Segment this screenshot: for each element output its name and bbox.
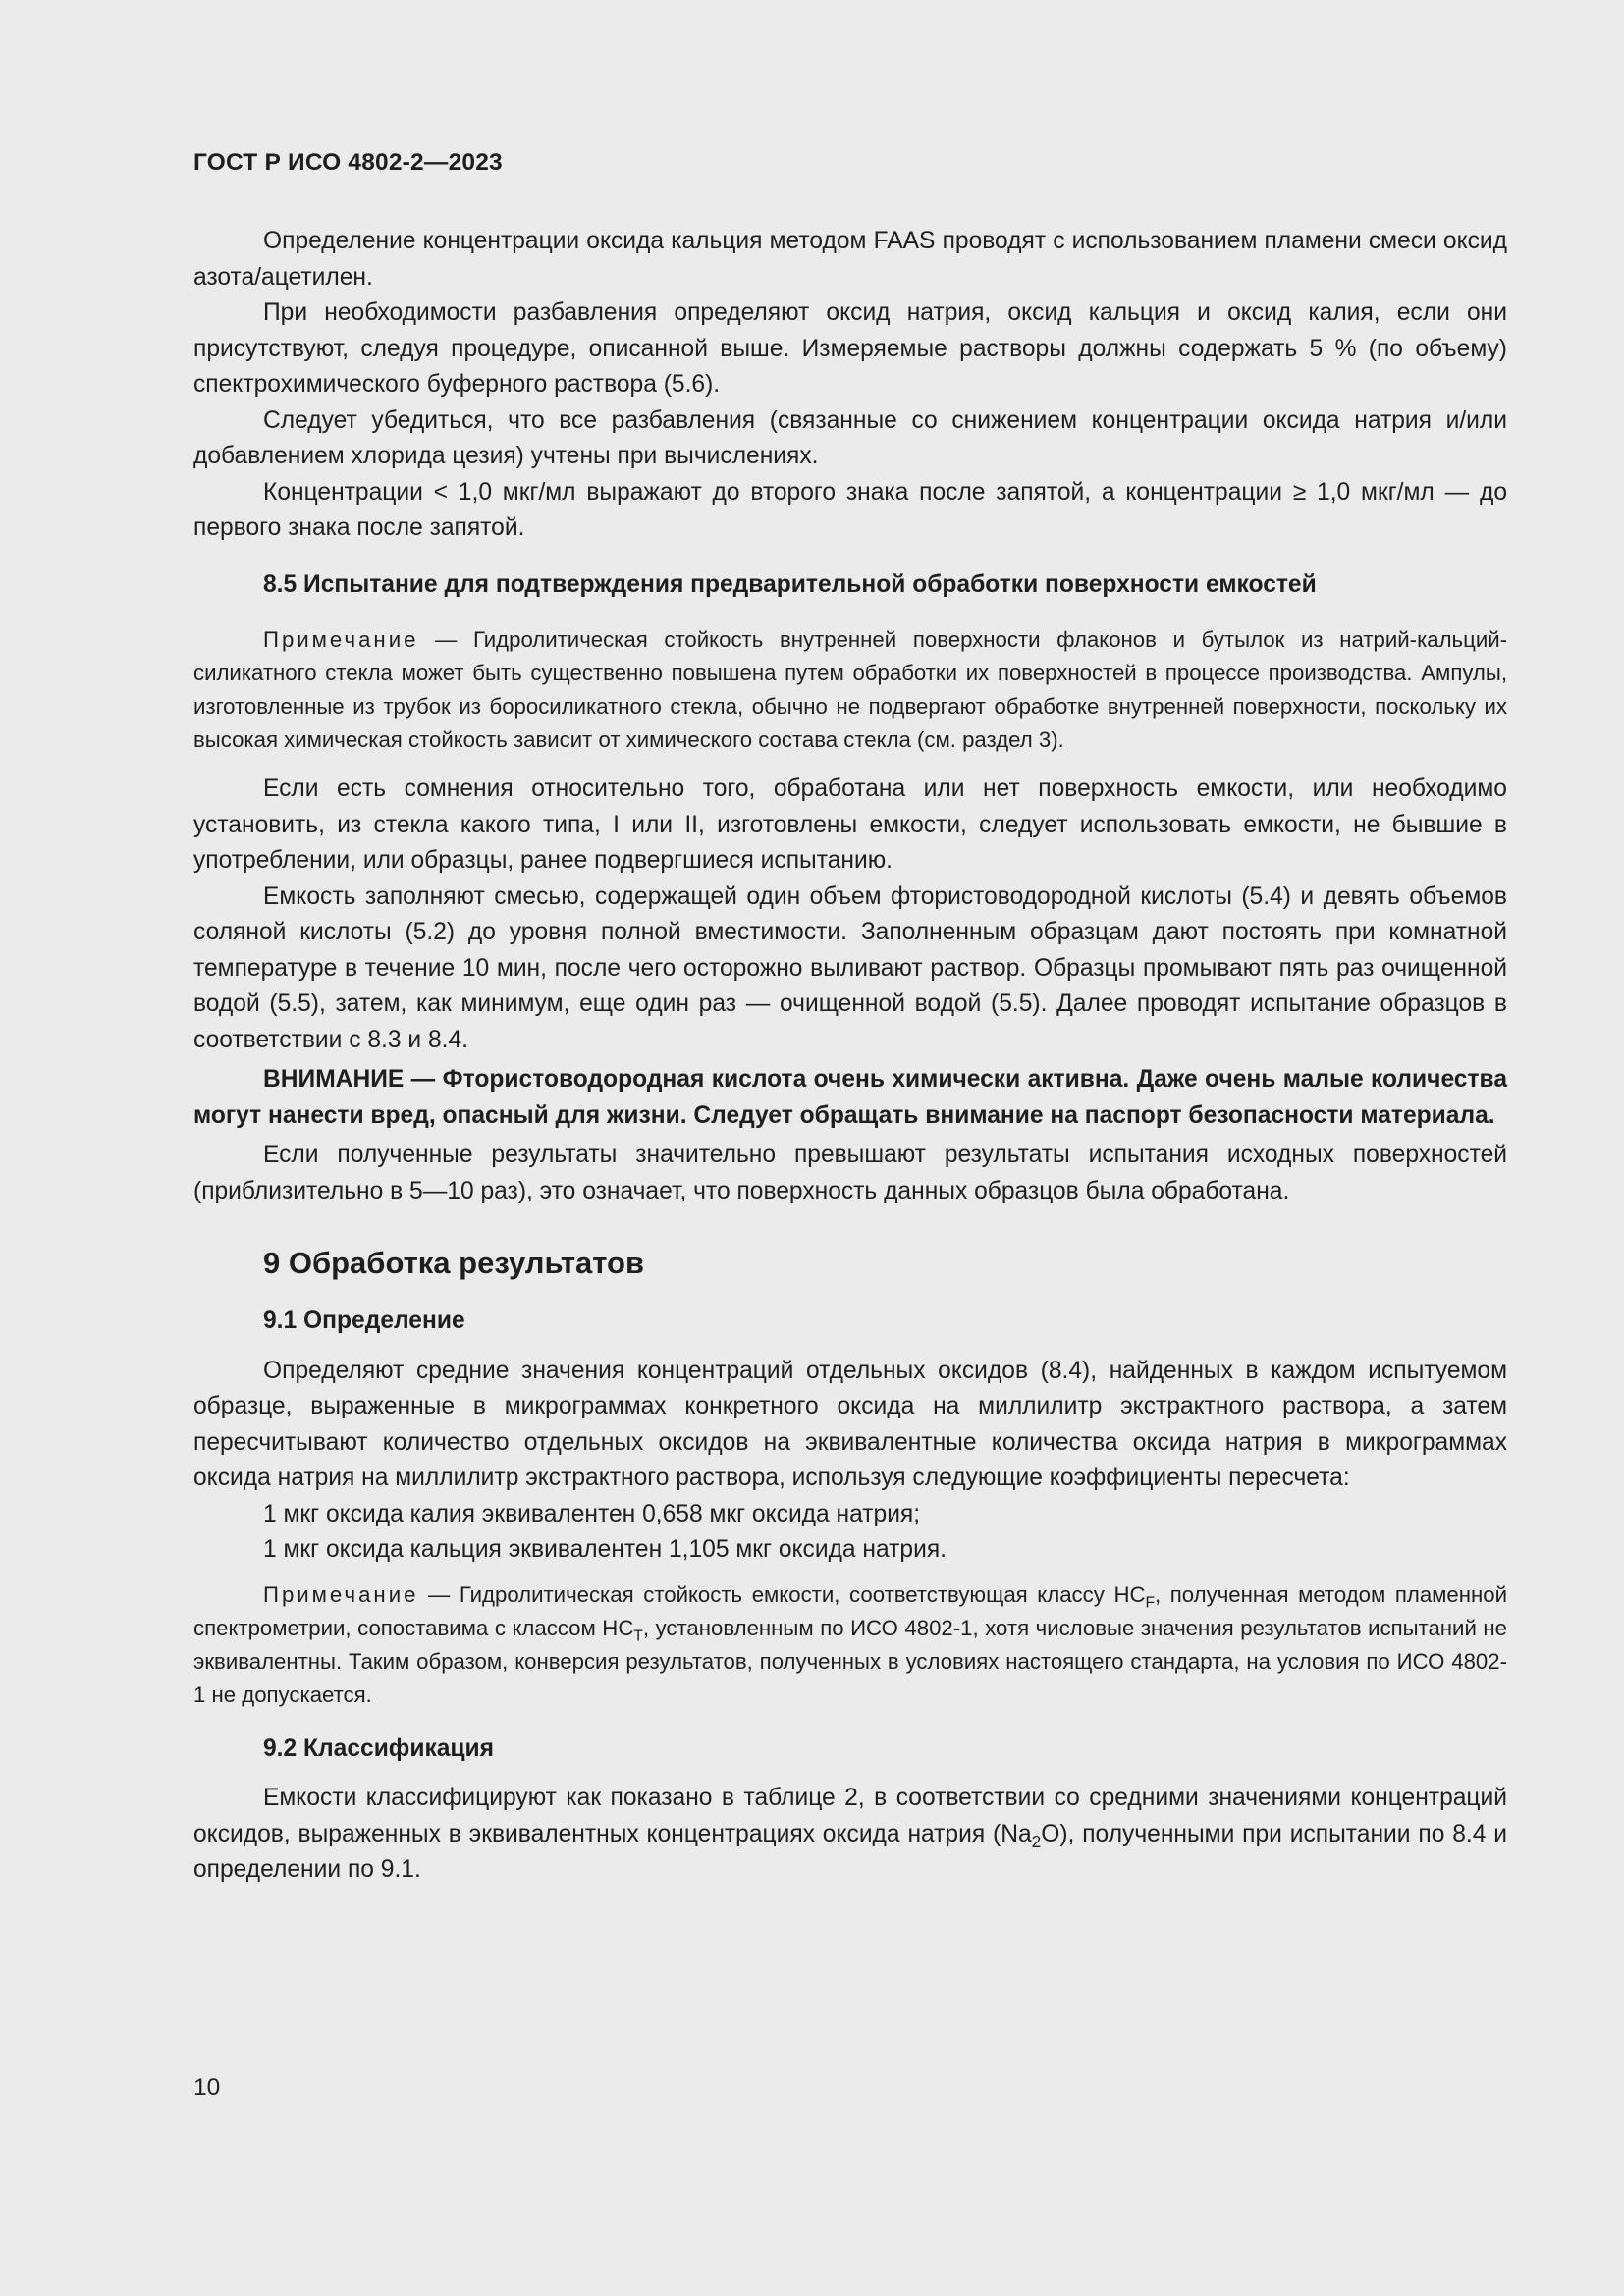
classification-text-a: Емкости классифицируют как показано в таблице 2, в соответствии со средними значениями концентраций оксидов, выраженных в эквивалентных концентрациях оксида натрия (Na <box>193 1785 1507 1847</box>
note-subscript-f: F <box>1145 1593 1155 1611</box>
note-text-a: — Гидролитическая стойкость емкости, соответствующая классу HC <box>418 1581 1146 1607</box>
paragraph-classification <box>193 1781 1507 1889</box>
heading-9-1: 9.1 Определение <box>263 1308 465 1334</box>
note-subscript-t: T <box>633 1627 643 1644</box>
heading-9-2: 9.2 Классификация <box>263 1735 495 1762</box>
paragraph-doubts: Если есть сомнения относительно того, обработана или нет поверхность емкости, или необходимо установить, из стекла какого типа, I или II, изготовлены емкости, следует использовать емкости, не бывшие в употреблении, или образцы, ранее подвергшиеся испытанию. <box>193 775 1507 874</box>
paragraph-check-dilutions: Следует убедиться, что все разбавления (связанные со снижением концентрации оксида натрия и/или добавлением хлорида цезия) учтены при вычислениях. <box>193 406 1507 469</box>
paragraph-faas: Определение концентрации оксида кальция методом FAAS проводят с использованием пламени смеси оксид азота/ацетилен. <box>193 228 1507 291</box>
note-text-c: , установленным по ИСО 4802-1, хотя числовые значения результатов испытаний не эквивалентны. Таким образом, конверсия результатов, полученных в условиях настоящего стандарта, на условия по ИСО 4802-1 не допускается. <box>193 1615 1507 1707</box>
note-8-5 <box>193 623 1507 757</box>
note-text-b: , полученная методом пламенной спектрометрии, сопоставима с классом HC <box>193 1581 1507 1640</box>
note-9-1 <box>193 1578 1507 1712</box>
warning-hf: ВНИМАНИЕ — Фтористоводородная кислота очень химически активна. Даже очень малые количества могут нанести вред, опасный для жизни. Следует обращать внимание на паспорт безопасности материала. <box>193 1066 1507 1129</box>
classification-subscript: 2 <box>1031 1831 1042 1851</box>
note-label: Примечание <box>263 1581 419 1607</box>
heading-9: 9 Обработка результатов <box>263 1246 645 1280</box>
page-content <box>193 224 1507 1889</box>
heading-8-5: 8.5 Испытание для подтверждения предварительной обработки поверхности емкостей <box>263 570 1317 598</box>
page-number: 10 <box>193 2074 221 2101</box>
note-text: — Гидролитическая стойкость внутренней поверхности флаконов и бутылок из натрий-кальций-силикатного стекла может быть существенно повышена путем обработки их поверхностей в процессе производства. Ампулы, изготовленные из трубок из боросиликатного стекла, обычно не подвергают обработке внутренней поверхности, поскольку их высокая химическая стойкость зависит от химического состава стекла (см. раздел 3). <box>193 627 1507 752</box>
paragraph-results-exceed: Если полученные результаты значительно превышают результаты испытания исходных поверхностей (приблизительно в 5—10 раз), это означает, что поверхность данных образцов была обработана. <box>193 1142 1507 1204</box>
paragraph-fill-container: Емкость заполняют смесью, содержащей один объем фтористоводородной кислоты (5.4) и девять объемов соляной кислоты (5.2) до уровня полной вместимости. Заполненным образцам дают постоять при комнатной температуре в течение 10 мин, после чего осторожно выливают раствор. Образцы промывают пять раз очищенной водой (5.5), затем, как минимум, еще один раз — очищенной водой (5.5). Далее проводят испытание образцов в соответствии с 8.3 и 8.4. <box>193 882 1507 1053</box>
classification-text-b: O), полученными при испытании по 8.4 и определении по 9.1. <box>193 1820 1508 1883</box>
document-header: ГОСТ Р ИСО 4802-2—2023 <box>193 149 503 176</box>
paragraph-concentrations: Концентрации < 1,0 мкг/мл выражают до второго знака после запятой, а концентрации ≥ 1,0 мкг/мл — до первого знака после запятой. <box>193 478 1507 541</box>
conversion-calcium: 1 мкг оксида кальция эквивалентен 1,105 мкг оксида натрия. <box>263 1536 947 1563</box>
paragraph-determination: Определяют средние значения концентраций отдельных оксидов (8.4), найденных в каждом испытуемом образце, выраженные в микрограммах конкретного оксида на миллилитр экстрактного раствора, а затем пересчитывают количество отдельных оксидов на эквивалентные количества оксида натрия в микрограммах оксида натрия на миллилитр экстрактного раствора, используя следующие коэффициенты пересчета: <box>193 1357 1507 1491</box>
note-label: Примечание <box>263 627 419 652</box>
conversion-potassium: 1 мкг оксида калия эквивалентен 0,658 мкг оксида натрия; <box>263 1500 921 1527</box>
paragraph-dilution: При необходимости разбавления определяют оксид натрия, оксид кальция и оксид калия, если они присутствуют, следуя процедуре, описанной выше. Измеряемые растворы должны содержать 5 % (по объему) спектрохимического буферного раствора (5.6). <box>193 299 1507 398</box>
